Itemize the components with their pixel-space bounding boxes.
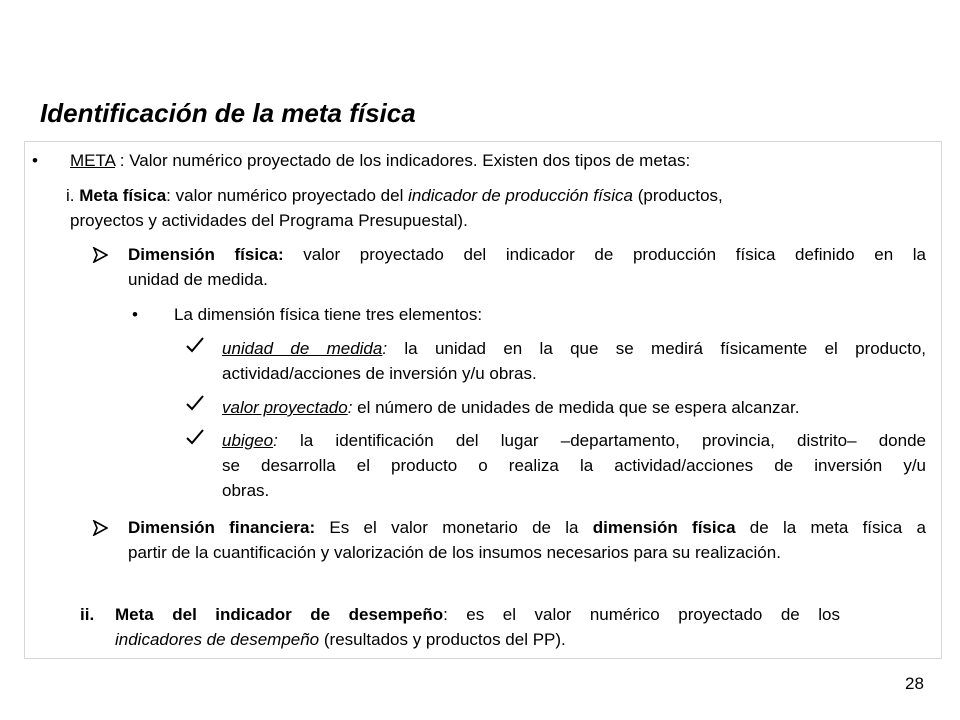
- page-title: Identificación de la meta física: [40, 98, 416, 128]
- meta-fisica-item: i. Meta física: valor numérico proyectado del indicador de producción física (productos, proyectos y actividades del Programa Presupuestal).: [66, 186, 723, 230]
- meta-text: Valor numérico proyectado de los indicadores. Existen dos tipos de metas:: [129, 151, 691, 170]
- checkmark-icon: [186, 395, 204, 411]
- arrow-bullet-icon: [92, 247, 108, 263]
- checkmark-icon: [186, 337, 204, 353]
- elementos-intro: La dimensión física tiene tres elementos:: [174, 305, 483, 324]
- dimension-financiera: Dimensión financiera: Es el valor monetario de la dimensión física de la meta física a partir de la cuantificación y valorización de los insumos necesarios para su realización.: [128, 518, 926, 562]
- page-number: 28: [905, 674, 924, 693]
- checkmark-icon: [186, 429, 204, 445]
- elemento-ubigeo: ubigeo: la identificación del lugar –departamento, provincia, distrito– donde se desarrolla el producto o realiza la actividad/acciones de inversión y/u obras.: [222, 431, 926, 500]
- meta-desempeno-term: Meta del indicador de desempeño: [115, 605, 444, 624]
- dimension-fisica-term: Dimensión física:: [128, 245, 284, 264]
- elemento-unidad: unidad de medida: la unidad en la que se medirá físicamente el producto, actividad/acciones de inversión y/u obras.: [222, 339, 926, 383]
- arrow-bullet-icon: [92, 520, 108, 536]
- meta-fisica-term: Meta física: [79, 186, 167, 205]
- dimension-financiera-term: Dimensión financiera:: [128, 518, 316, 537]
- meta-term: META: [70, 151, 116, 170]
- elemento-valor: valor proyectado: el número de unidades de medida que se espera alcanzar.: [222, 398, 800, 417]
- item-number-ii: ii.: [80, 605, 95, 624]
- meta-desempeno: Meta del indicador de desempeño: es el valor numérico proyectado de los indicadores de desempeño (resultados y productos del PP).: [115, 605, 840, 649]
- meta-definition: META : Valor numérico proyectado de los indicadores. Existen dos tipos de metas:: [70, 151, 691, 170]
- bullet-dot: •: [32, 151, 38, 170]
- bullet-dot: •: [132, 305, 138, 324]
- dimension-fisica: Dimensión física: valor proyectado del indicador de producción física definido en la unidad de medida.: [128, 245, 926, 289]
